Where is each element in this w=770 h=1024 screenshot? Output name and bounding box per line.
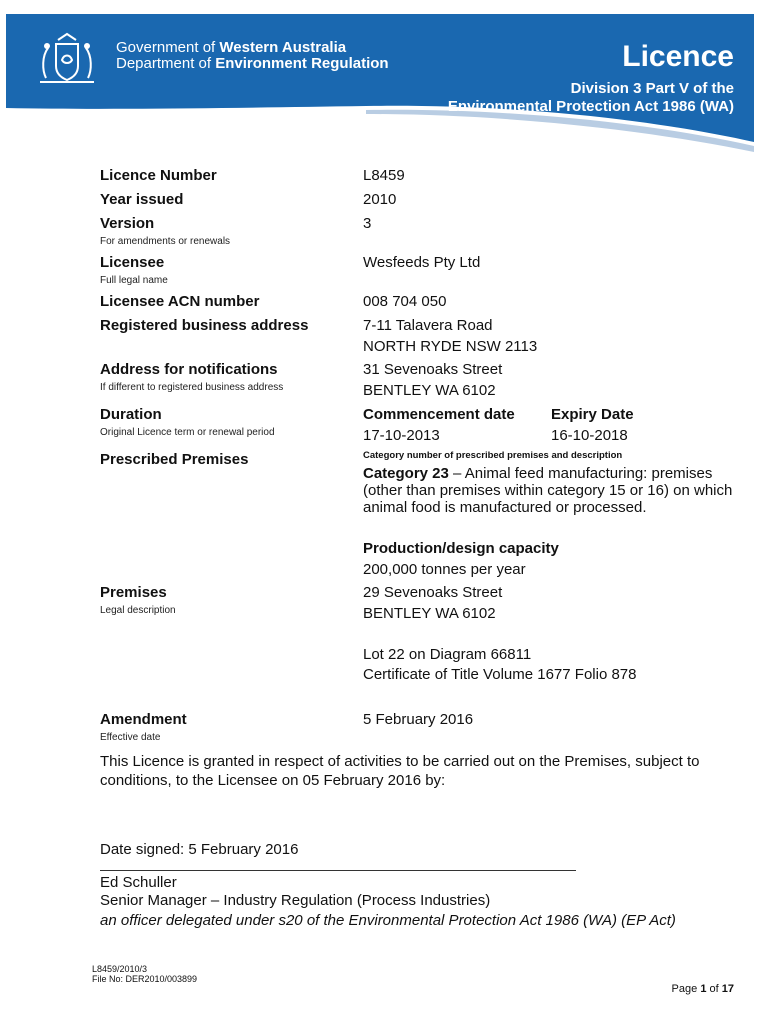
- page-number: [672, 983, 734, 995]
- premises-line-1: 29 Sevenoaks Street: [363, 584, 503, 601]
- notification-address-line-1: 31 Sevenoaks Street: [363, 361, 503, 378]
- department-name: [116, 40, 389, 71]
- footer-reference: L8459/2010/3: [92, 964, 148, 974]
- commencement-date-value: 17-10-2013: [363, 427, 440, 444]
- document-title: Licence: [622, 40, 734, 73]
- registered-address-line-1: 7-11 Talavera Road: [363, 317, 493, 334]
- coat-of-arms-icon: [36, 30, 98, 86]
- premises-label: Premises: [100, 584, 167, 601]
- commencement-date-label: Commencement date: [363, 406, 515, 423]
- division-line-1: Division 3 Part V of the: [570, 80, 734, 97]
- registered-address-label: Registered business address: [100, 317, 309, 334]
- amendment-label: Amendment: [100, 711, 187, 728]
- gov-prefix: Government of: [116, 39, 216, 56]
- licensee-note: Full legal name: [100, 275, 168, 286]
- year-issued-value: 2010: [363, 191, 397, 208]
- signature-line: [100, 870, 576, 871]
- category-description: [363, 465, 733, 516]
- category-text: – Animal feed manufacturing: premises (other than premises within category 15 or 16) on which animal food is manufactured or processed.: [363, 465, 733, 516]
- signatory-name: Ed Schuller: [100, 874, 177, 891]
- licensee-label: Licensee: [100, 254, 165, 271]
- footer-file-number: File No: DER2010/003899: [92, 974, 198, 984]
- licensee-value: Wesfeeds Pty Ltd: [363, 254, 481, 271]
- year-issued-label: Year issued: [100, 191, 184, 208]
- prescribed-premises-label: Prescribed Premises: [100, 451, 249, 468]
- premises-note: Legal description: [100, 605, 176, 616]
- grant-statement: This Licence is granted in respect of activities to be carried out on the Premises, subject to conditions, to the Licensee on 05 February 2016 by:: [100, 753, 700, 789]
- version-label: Version: [100, 215, 155, 232]
- category-number: Category 23: [363, 465, 449, 482]
- date-signed: Date signed: 5 February 2016: [100, 841, 299, 858]
- licence-number-value: L8459: [363, 167, 405, 184]
- version-note: For amendments or renewals: [100, 236, 231, 247]
- page-prefix: Page: [671, 983, 698, 995]
- page-current: 1: [700, 983, 707, 995]
- expiry-date-value: 16-10-2018: [551, 427, 628, 444]
- notification-address-line-2: BENTLEY WA 6102: [363, 382, 496, 399]
- division-line-2: Environmental Protection Act 1986 (WA): [447, 98, 734, 115]
- lot-description: Lot 22 on Diagram 66811: [363, 646, 532, 663]
- premises-line-2: BENTLEY WA 6102: [363, 605, 496, 622]
- duration-label: Duration: [100, 406, 162, 423]
- page-total: 17: [721, 983, 734, 995]
- acn-label: Licensee ACN number: [100, 293, 260, 310]
- capacity-value: 200,000 tonnes per year: [363, 561, 526, 578]
- capacity-label: Production/design capacity: [363, 540, 559, 557]
- notification-address-note: If different to registered business address: [100, 382, 284, 393]
- certificate-of-title: Certificate of Title Volume 1677 Folio 878: [363, 666, 637, 683]
- amendment-date: 5 February 2016: [363, 711, 474, 728]
- dept-name: Environment Regulation: [215, 55, 389, 72]
- gov-name: Western Australia: [219, 39, 347, 56]
- signatory-delegation: an officer delegated under s20 of the Environmental Protection Act 1986 (WA) (EP Act): [100, 912, 676, 929]
- page-of: of: [709, 983, 719, 995]
- legislation-reference: [448, 80, 734, 116]
- acn-value: 008 704 050: [363, 293, 447, 310]
- licence-number-label: Licence Number: [100, 167, 217, 184]
- duration-note: Original Licence term or renewal period: [100, 427, 275, 438]
- registered-address-line-2: NORTH RYDE NSW 2113: [363, 338, 538, 355]
- dept-prefix: Department of: [116, 55, 212, 72]
- notification-address-label: Address for notifications: [100, 361, 278, 378]
- version-value: 3: [363, 215, 372, 232]
- amendment-note: Effective date: [100, 732, 161, 743]
- category-heading: Category number of prescribed premises and description: [363, 450, 623, 461]
- signatory-title: Senior Manager – Industry Regulation (Process Industries): [100, 892, 491, 909]
- expiry-date-label: Expiry Date: [551, 406, 634, 423]
